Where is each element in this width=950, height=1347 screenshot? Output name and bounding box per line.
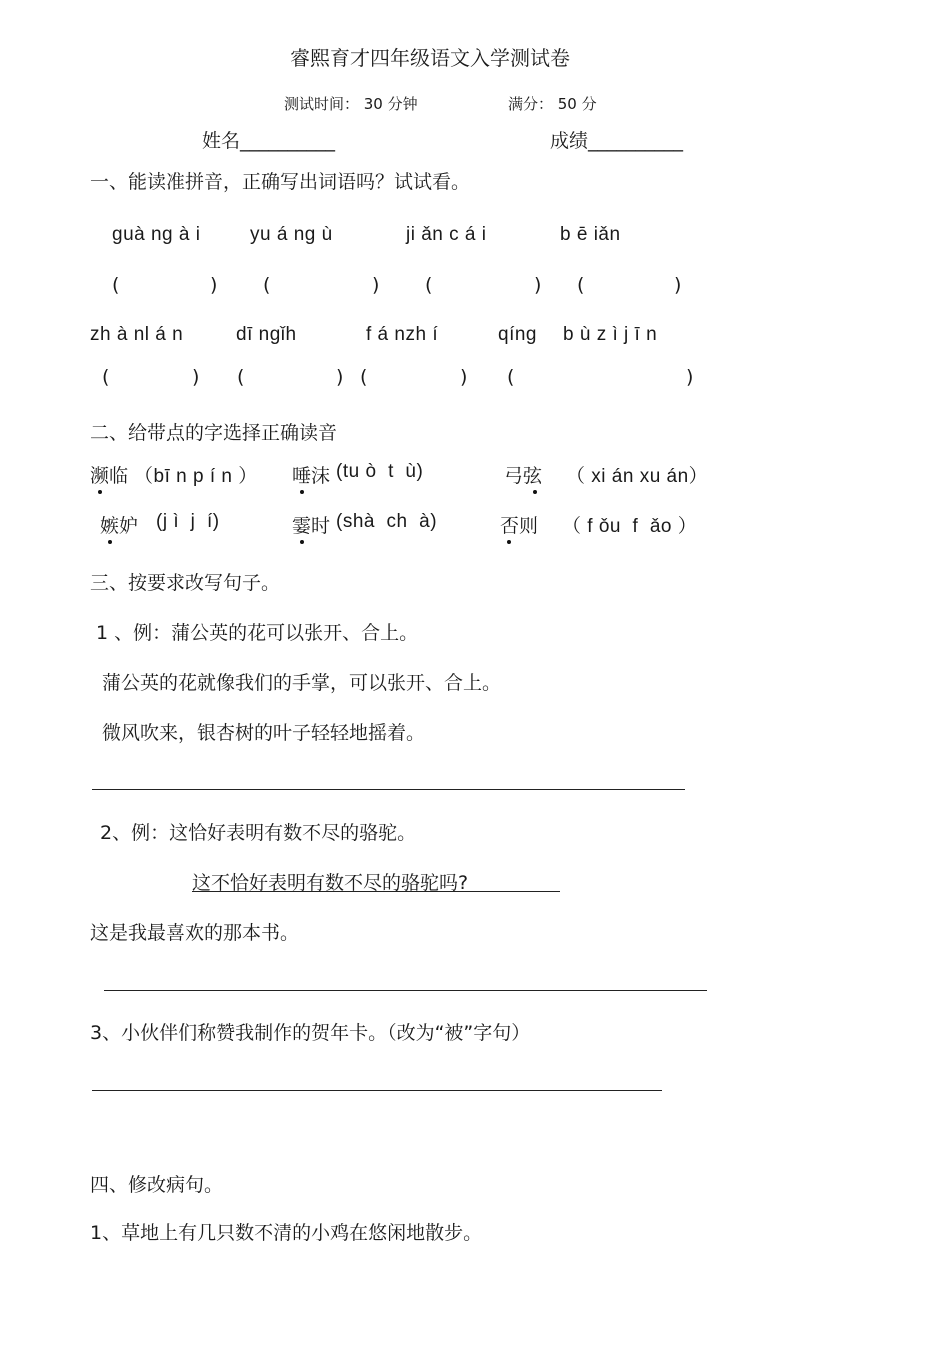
word-2: 唾沫 [292, 465, 331, 487]
emphasis-dot [108, 540, 112, 544]
s4-q1: 1、草地上有几只数不清的小鸡在悠闲地散步。 [90, 1222, 483, 1244]
emphasis-dot [300, 490, 304, 494]
answer-box-3-close: ) [534, 274, 542, 296]
pinyin-9: b ù z ì j ī n [563, 324, 658, 345]
word-1: 濒临 [90, 465, 129, 487]
answer-box-7-close: ) [460, 366, 468, 388]
word-3: 弓弦 [504, 465, 543, 487]
reading-1: （bī n p í n ） [134, 466, 258, 487]
answer-box-3-open: ( [425, 274, 433, 296]
full-score: 满分： 50 分 [508, 95, 597, 113]
emphasis-dot [507, 540, 511, 544]
reading-2: (tu ò t ù) [336, 461, 424, 482]
answer-box-1-close: ) [210, 274, 218, 296]
reading-5: (shà ch à) [336, 511, 438, 532]
emphasis-dot [300, 540, 304, 544]
q2-example: 2、例：这恰好表明有数不尽的骆驼。 [100, 822, 417, 844]
emphasis-dot [533, 490, 537, 494]
section2-heading: 二、给带点的字选择正确读音 [90, 422, 338, 444]
page-title: 睿熙育才四年级语文入学测试卷 [290, 46, 570, 70]
q2-model-underline [192, 891, 560, 892]
answer-box-5-open: ( [102, 366, 110, 388]
test-time: 测试时间： 30 分钟 [284, 95, 418, 113]
q2-model: 这不恰好表明有数不尽的骆驼吗? [192, 872, 469, 894]
answer-line-3[interactable] [92, 1090, 662, 1091]
word-5: 霎时 [292, 515, 331, 537]
answer-line-2[interactable] [104, 990, 707, 991]
section1-heading: 一、能读准拼音，正确写出词语吗？试试看。 [90, 171, 471, 193]
pinyin-4: b ē iǎn [560, 224, 621, 245]
word-6: 否则 [500, 515, 539, 537]
answer-box-5-close: ) [192, 366, 200, 388]
pinyin-1: guà ng à i [112, 224, 201, 245]
answer-box-8-open: ( [507, 366, 515, 388]
answer-box-1-open: ( [112, 274, 120, 296]
name-field[interactable]: 姓名__________ [202, 130, 336, 152]
q1-task: 微风吹来，银杏树的叶子轻轻地摇着。 [102, 722, 426, 744]
answer-box-6-close: ) [336, 366, 344, 388]
answer-box-4-open: ( [577, 274, 585, 296]
section4-heading: 四、修改病句。 [90, 1174, 224, 1196]
pinyin-6: dī ngǐh [236, 324, 297, 345]
grade-field[interactable]: 成绩__________ [550, 130, 684, 152]
q1-model: 蒲公英的花就像我们的手掌，可以张开、合上。 [102, 672, 502, 694]
pinyin-3: ji ǎn c á i [406, 224, 487, 245]
pinyin-8: qíng [498, 324, 537, 345]
q2-task: 这是我最喜欢的那本书。 [90, 922, 300, 944]
word-4: 嫉妒 [100, 515, 139, 537]
answer-box-8-close: ) [686, 366, 694, 388]
pinyin-2: yu á ng ù [250, 224, 333, 245]
pinyin-5: zh à nl á n [90, 324, 184, 345]
q3-text: 3、小伙伴们称赞我制作的贺年卡。（改为“被”字句） [90, 1022, 531, 1044]
emphasis-dot [98, 490, 102, 494]
answer-line-1[interactable] [92, 789, 685, 790]
answer-box-2-open: ( [263, 274, 271, 296]
answer-box-4-close: ) [674, 274, 682, 296]
reading-3: （ xi án xu án） [566, 466, 709, 487]
section3-heading: 三、按要求改写句子。 [90, 572, 281, 594]
q1-example: 1 、例：蒲公英的花可以张开、合上。 [96, 622, 419, 644]
pinyin-7: f á nzh í [366, 324, 439, 345]
answer-box-6-open: ( [237, 366, 245, 388]
reading-6: （ f ǒu f ǎo ） [562, 516, 698, 537]
answer-box-2-close: ) [372, 274, 380, 296]
reading-4: (j ì j í) [156, 511, 220, 532]
answer-box-7-open: ( [360, 366, 368, 388]
